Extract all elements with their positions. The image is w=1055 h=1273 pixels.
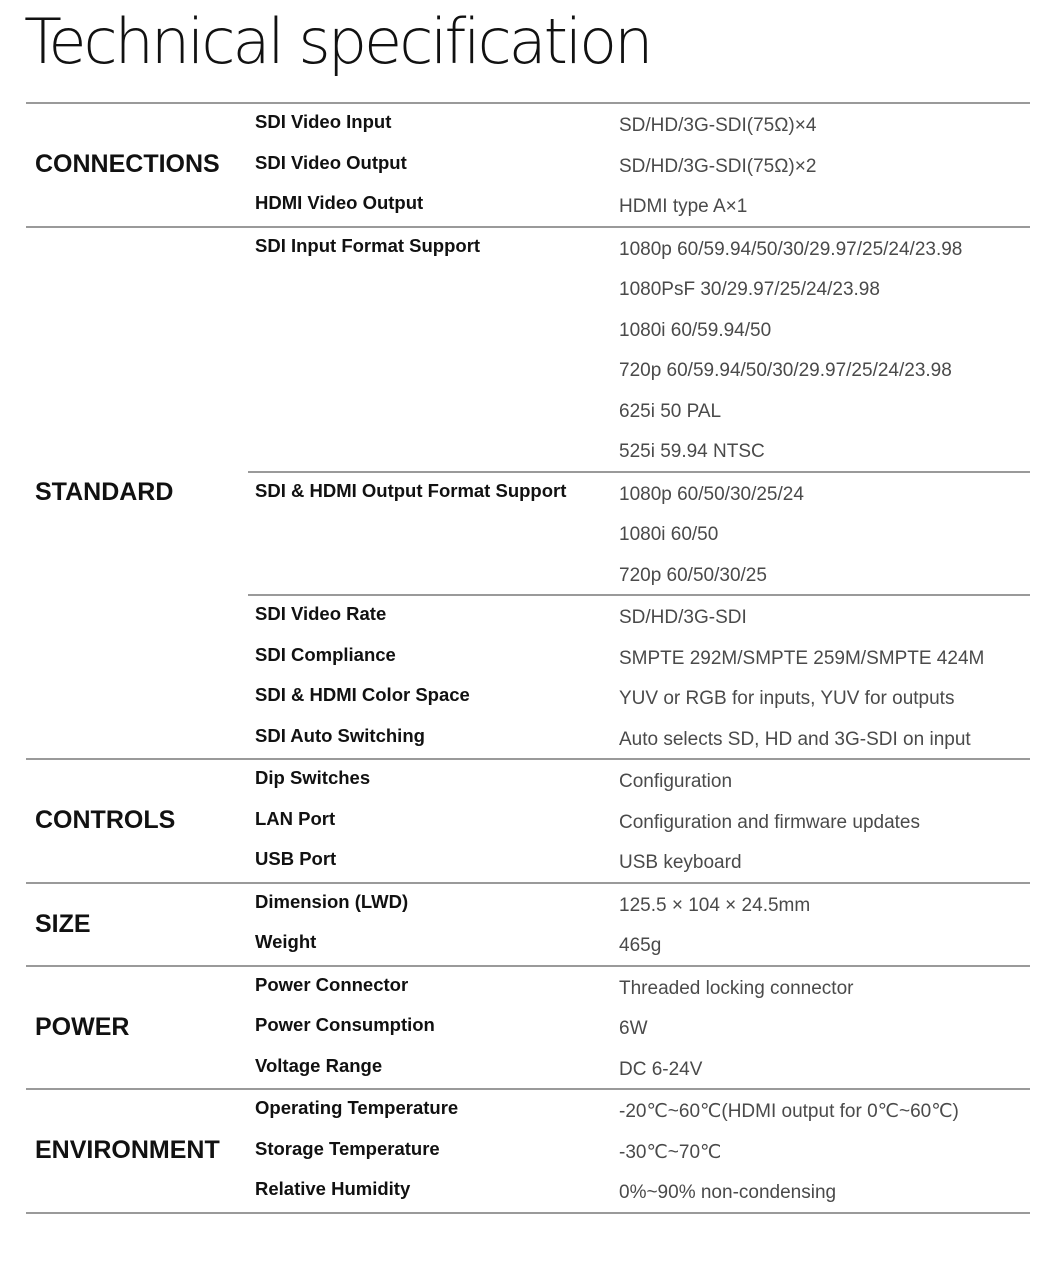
spec-row <box>248 185 1030 226</box>
spec-label: LAN Port <box>255 807 336 829</box>
spec-label <box>248 554 619 595</box>
spec-group <box>248 104 1030 226</box>
section-rows <box>248 228 1030 759</box>
spec-section <box>26 967 1030 1091</box>
spec-row <box>248 104 1030 145</box>
section-title: POWER <box>35 1012 130 1041</box>
spec-label: SDI Video Input <box>255 111 392 132</box>
spec-value: Configuration <box>619 771 733 792</box>
spec-row <box>248 884 1030 925</box>
spec-value: 465g <box>619 935 662 956</box>
section-rows <box>248 760 1030 882</box>
spec-label: Dip Switches <box>255 767 371 788</box>
spec-row <box>248 554 1030 595</box>
section-title: CONNECTIONS <box>35 150 220 179</box>
section-rows <box>248 1090 1030 1212</box>
spec-label: Voltage Range <box>255 1054 383 1076</box>
spec-label: Power Consumption <box>255 1014 435 1035</box>
spec-label: Dimension (LWD) <box>255 890 409 912</box>
spec-row <box>248 1048 1030 1089</box>
spec-label: SDI Video Output <box>255 151 407 173</box>
spec-value: SD/HD/3G-SDI <box>619 607 747 628</box>
section-title: ENVIRONMENT <box>35 1136 220 1165</box>
spec-row <box>248 268 1030 309</box>
section-rows <box>248 884 1030 965</box>
spec-value: Threaded locking connector <box>619 977 854 999</box>
spec-value: SD/HD/3G-SDI(75Ω)×4 <box>619 115 817 136</box>
spec-value: 625i 50 PAL <box>619 400 722 422</box>
spec-value: SD/HD/3G-SDI(75Ω)×2 <box>619 155 817 177</box>
spec-value: DC 6-24V <box>619 1058 703 1080</box>
spec-value: 0%~90% non-condensing <box>619 1182 837 1203</box>
spec-label: SDI & HDMI Output Format Support <box>255 479 567 501</box>
spec-row <box>248 513 1030 554</box>
spec-value: 125.5 × 104 × 24.5mm <box>619 894 811 916</box>
spec-label: SDI & HDMI Color Space <box>255 684 470 705</box>
spec-row <box>248 145 1030 186</box>
spec-row <box>248 801 1030 842</box>
spec-label: Weight <box>255 931 317 952</box>
spec-label: USB Port <box>255 848 337 869</box>
section-title: SIZE <box>35 909 91 938</box>
spec-row <box>248 228 1030 269</box>
spec-group <box>248 884 1030 965</box>
spec-row <box>248 1090 1030 1131</box>
spec-row <box>248 473 1030 514</box>
spec-table <box>26 102 1030 1214</box>
spec-group <box>248 760 1030 882</box>
spec-section <box>26 1090 1030 1214</box>
spec-label: Relative Humidity <box>255 1178 411 1199</box>
spec-row <box>248 1131 1030 1172</box>
spec-section <box>26 228 1030 761</box>
section-rows <box>248 967 1030 1089</box>
spec-row <box>248 718 1030 759</box>
spec-label: Operating Temperature <box>255 1097 459 1118</box>
spec-row <box>248 390 1030 431</box>
spec-group <box>248 471 1030 595</box>
spec-label <box>248 513 619 554</box>
spec-value: -20℃~60℃(HDMI output for 0℃~60℃) <box>619 1101 959 1122</box>
spec-label: SDI Compliance <box>255 643 396 665</box>
spec-label <box>248 430 619 471</box>
spec-label: Storage Temperature <box>255 1137 440 1159</box>
section-rows <box>248 104 1030 226</box>
spec-group <box>248 967 1030 1089</box>
spec-value: 6W <box>619 1018 648 1039</box>
spec-row <box>248 637 1030 678</box>
spec-row <box>248 1007 1030 1048</box>
spec-row <box>248 677 1030 718</box>
spec-value: 1080i 60/50 <box>619 524 719 545</box>
spec-row <box>248 349 1030 390</box>
spec-group <box>248 1090 1030 1212</box>
spec-label: Power Connector <box>255 973 409 995</box>
page-title: Technical specification <box>24 5 651 78</box>
spec-label: SDI Video Rate <box>255 603 387 624</box>
spec-label <box>248 390 619 431</box>
spec-label: SDI Auto Switching <box>255 724 425 746</box>
spec-row <box>248 309 1030 350</box>
spec-row <box>248 760 1030 801</box>
spec-row <box>248 841 1030 882</box>
spec-group <box>248 594 1030 758</box>
spec-value: USB keyboard <box>619 852 742 873</box>
spec-value: Auto selects SD, HD and 3G-SDI on input <box>619 728 971 750</box>
spec-value: 1080p 60/59.94/50/30/29.97/25/24/23.98 <box>619 238 963 260</box>
spec-label <box>248 349 619 390</box>
spec-section <box>26 884 1030 967</box>
spec-value: 525i 59.94 NTSC <box>619 441 765 462</box>
spec-label <box>248 268 619 309</box>
spec-value: 1080PsF 30/29.97/25/24/23.98 <box>619 279 880 300</box>
spec-value: YUV or RGB for inputs, YUV for outputs <box>619 688 955 709</box>
spec-group <box>248 228 1030 471</box>
spec-row <box>248 596 1030 637</box>
spec-row <box>248 1171 1030 1212</box>
spec-value: Configuration and firmware updates <box>619 811 921 833</box>
spec-value: 1080p 60/50/30/25/24 <box>619 483 804 505</box>
spec-label: HDMI Video Output <box>255 192 424 213</box>
spec-label <box>248 309 619 350</box>
section-title: STANDARD <box>35 478 174 507</box>
spec-value: 1080i 60/59.94/50 <box>619 319 772 341</box>
spec-row <box>248 924 1030 965</box>
spec-section <box>26 104 1030 228</box>
spec-section <box>26 760 1030 884</box>
spec-label: SDI Input Format Support <box>255 234 481 256</box>
spec-value: -30℃~70℃ <box>619 1141 722 1163</box>
spec-value: HDMI type A×1 <box>619 196 748 217</box>
section-title: CONTROLS <box>35 806 176 835</box>
spec-value: 720p 60/59.94/50/30/29.97/25/24/23.98 <box>619 360 952 381</box>
spec-row <box>248 430 1030 471</box>
spec-value: SMPTE 292M/SMPTE 259M/SMPTE 424M <box>619 647 985 669</box>
spec-row <box>248 967 1030 1008</box>
spec-value: 720p 60/50/30/25 <box>619 564 767 586</box>
